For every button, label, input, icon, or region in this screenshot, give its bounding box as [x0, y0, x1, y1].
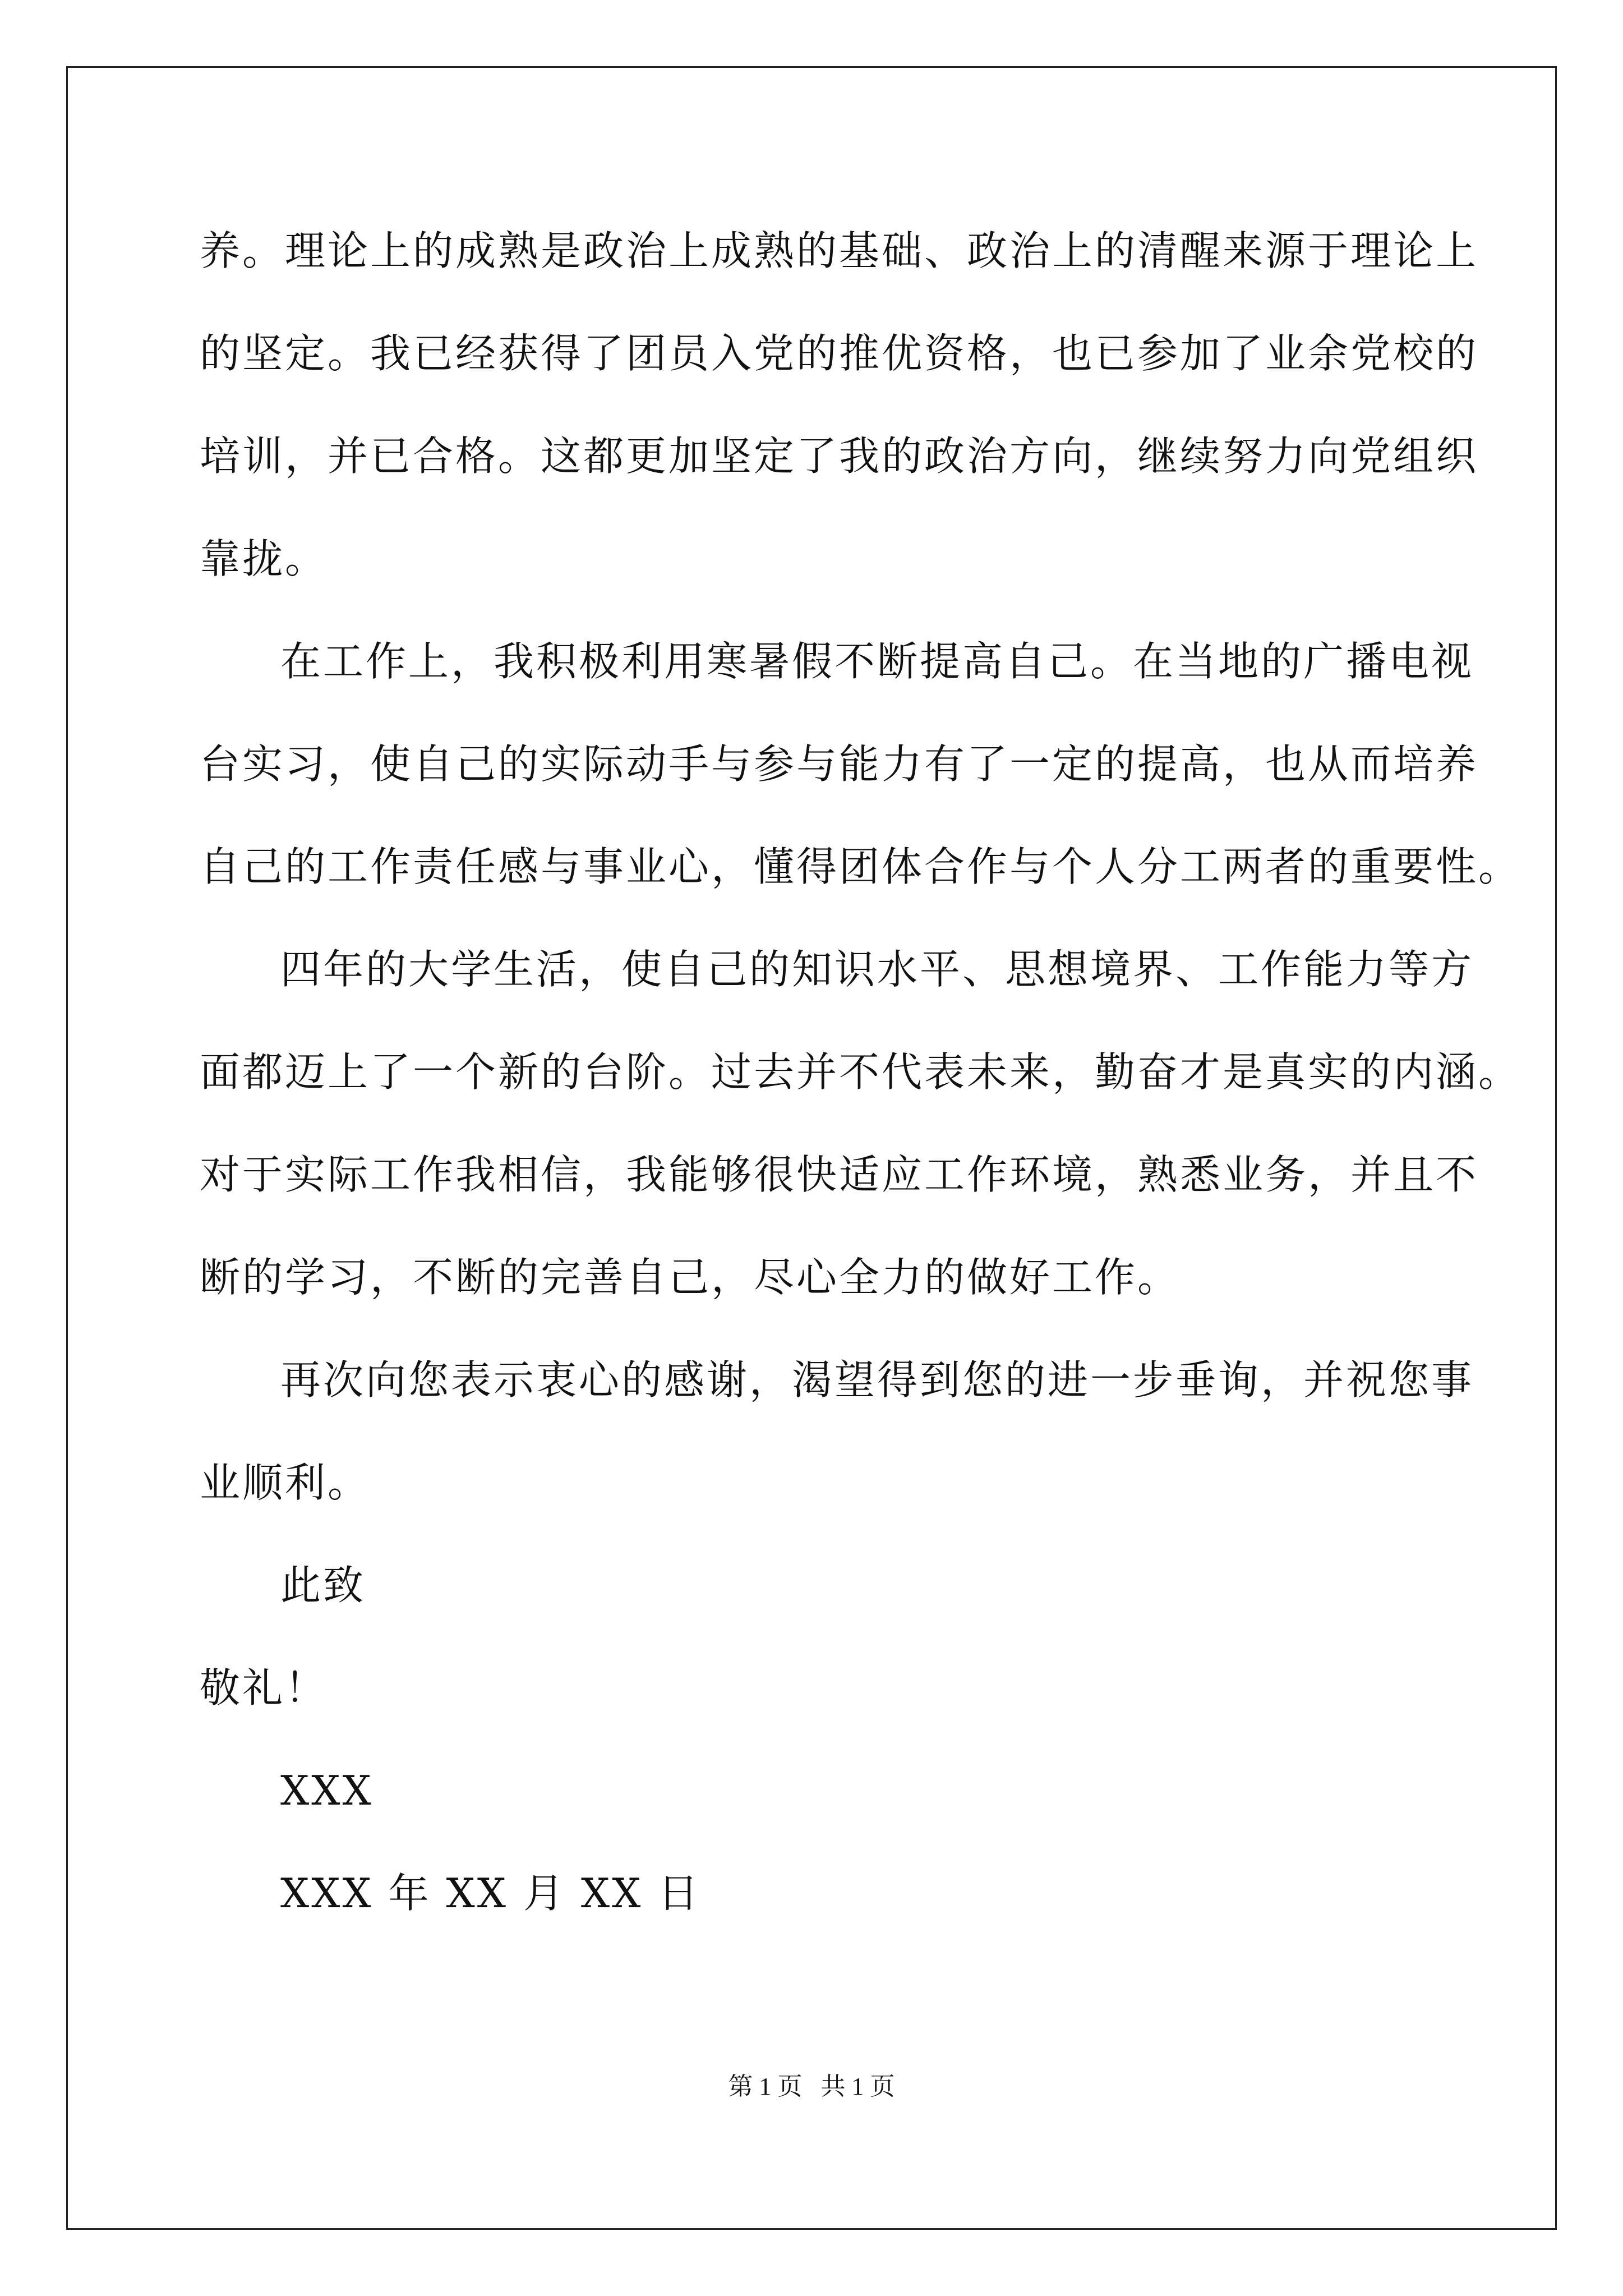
closing-regards: 敬礼！	[200, 1664, 328, 1711]
signature-name: XXX	[280, 1767, 374, 1814]
body-line-5: 在工作上，我积极利用寒暑假不断提高自己。在当地的广播电视	[280, 638, 1474, 685]
body-line-9: 面都迈上了一个新的台阶。过去并不代表未来，勤奋才是真实的内涵。	[200, 1048, 1521, 1096]
body-line-6: 台实习，使自己的实际动手与参与能力有了一定的提高，也从而培养	[200, 740, 1479, 788]
body-line-10: 对于实际工作我相信，我能够很快适应工作环境，熟悉业务，并且不	[200, 1151, 1479, 1198]
signature-date: XXX 年 XX 月 XX 日	[280, 1870, 701, 1917]
page-footer: 第 1 页 共 1 页	[728, 2073, 895, 2100]
body-line-2: 的坚定。我已经获得了团员入党的推优资格，也已参加了业余党校的	[200, 330, 1479, 377]
closing-salutation: 此致	[280, 1562, 366, 1609]
body-line-3: 培训，并已合格。这都更加坚定了我的政治方向，继续努力向党组织	[200, 432, 1479, 480]
body-line-13: 业顺利。	[200, 1459, 371, 1506]
body-line-4: 靠拢。	[200, 535, 328, 582]
body-line-1: 养。理论上的成熟是政治上成熟的基础、政治上的清醒来源于理论上	[200, 227, 1479, 274]
body-line-11: 断的学习，不断的完善自己，尽心全力的做好工作。	[200, 1254, 1181, 1301]
body-line-12: 再次向您表示衷心的感谢，渴望得到您的进一步垂询，并祝您事	[280, 1356, 1474, 1404]
body-line-7: 自己的工作责任感与事业心，懂得团体合作与个人分工两者的重要性。	[200, 843, 1521, 890]
body-line-8: 四年的大学生活，使自己的知识水平、思想境界、工作能力等方	[280, 946, 1474, 993]
